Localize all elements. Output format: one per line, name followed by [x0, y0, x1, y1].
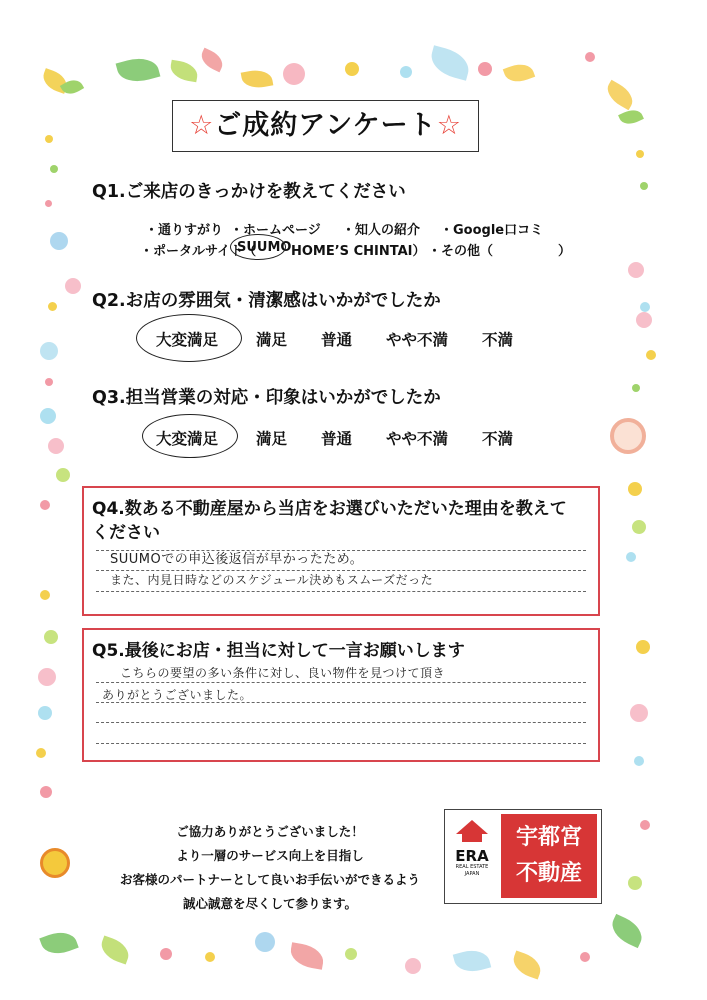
q1-option-google-review: ・Google口コミ [440, 223, 544, 238]
dot-decoration [646, 350, 656, 360]
leaf-decoration [427, 45, 472, 80]
q4-question-line1: Q4.数ある不動産屋から当店をお選びいただいた理由を教えて [92, 499, 567, 519]
house-icon [454, 818, 490, 844]
q4-answer-line1: SUUMOでの申込後返信が早かったため。 [110, 552, 364, 567]
dot-decoration [628, 876, 642, 890]
star-icon: ☆ [189, 110, 215, 141]
q3-question: Q3.担当営業の対応・印象はいかがでしたか [92, 388, 441, 408]
answer-line [96, 591, 586, 592]
flower-decoration [40, 342, 58, 360]
dot-decoration [345, 62, 359, 76]
flower-decoration [630, 704, 648, 722]
dot-decoration [585, 52, 595, 62]
flower-decoration [48, 438, 64, 454]
leaf-decoration [509, 950, 544, 979]
leaf-decoration [607, 914, 647, 948]
dot-decoration [40, 786, 52, 798]
flower-decoration [628, 262, 644, 278]
q2-question: Q2.お店の雰囲気・清潔感はいかがでしたか [92, 291, 441, 311]
dot-decoration [40, 500, 50, 510]
company-name [501, 814, 597, 898]
era-logo [451, 818, 493, 894]
leaf-decoration [241, 68, 274, 91]
title-text: ご成約アンケート [214, 110, 437, 141]
dot-decoration [400, 66, 412, 78]
dot-decoration [640, 182, 648, 190]
flower-decoration [65, 278, 81, 294]
leaf-decoration [453, 946, 492, 976]
dot-decoration [640, 302, 650, 312]
dot-decoration [56, 468, 70, 482]
q2-option-satisfied: 満足 [256, 331, 288, 349]
leaf-decoration [39, 927, 78, 959]
flower-decoration [255, 932, 275, 952]
q3-option-slightly-dissatisfied: やや不満 [386, 430, 449, 448]
q2-option-slightly-dissatisfied: やや不満 [386, 331, 449, 349]
q4-answer-line2: また、内見日時などのスケジュール決めもスムーズだった [110, 573, 434, 587]
dot-decoration [628, 482, 642, 496]
flower-decoration [283, 63, 305, 85]
thanks-line: 誠心誠意を尽くして参ります。 [182, 896, 357, 911]
thanks-message [65, 820, 475, 916]
q1-option-referral: ・知人の紹介 [342, 223, 421, 238]
era-sub2: JAPAN [464, 871, 480, 877]
q1-option-other: ・その他（ ） [428, 244, 572, 259]
dot-decoration [640, 820, 650, 830]
q1-option-homepage: ・ホームページ [230, 223, 321, 238]
dot-decoration [636, 150, 644, 158]
flower-decoration [50, 232, 68, 250]
dot-decoration [632, 520, 646, 534]
dot-decoration [580, 952, 590, 962]
dot-decoration [632, 384, 640, 392]
answer-line [96, 722, 586, 723]
q5-question: Q5.最後にお店・担当に対して一言お願いします [92, 641, 465, 661]
q1-option-portal-site: ・ポータルサイト（ [140, 244, 257, 259]
thanks-line: より一層のサービス向上を目指し [176, 848, 364, 863]
answer-line [96, 743, 586, 744]
dot-decoration [345, 948, 357, 960]
dot-decoration [45, 200, 52, 207]
survey-title [172, 100, 479, 152]
dot-decoration [636, 640, 650, 654]
leaf-decoration [116, 53, 161, 87]
q5-answer-line2: ありがとうございました。 [102, 688, 253, 702]
dot-decoration [50, 165, 58, 173]
leaf-decoration [503, 60, 535, 86]
dot-decoration [40, 408, 56, 424]
q1-portal-suumo: SUUMO [237, 240, 292, 255]
q2-option-neutral: 普通 [321, 331, 353, 349]
era-brand: ERA [455, 847, 489, 865]
q3-option-satisfied: 満足 [256, 430, 288, 448]
era-sub1: REAL ESTATE [455, 864, 489, 870]
company-name-line1: 宇都宮 [515, 825, 582, 850]
flower-decoration [38, 668, 56, 686]
q3-option-dissatisfied: 不満 [482, 430, 514, 448]
q3-option-neutral: 普通 [321, 430, 353, 448]
leaf-decoration [169, 60, 200, 83]
q2-option-very-satisfied: 大変満足 [156, 331, 219, 349]
dot-decoration [205, 952, 215, 962]
dot-decoration [40, 590, 50, 600]
thanks-line: ご協力ありがとうございました！ [176, 824, 364, 839]
dot-decoration [634, 756, 644, 766]
dot-decoration [45, 135, 53, 143]
company-name-line2: 不動産 [515, 861, 582, 886]
dot-decoration [626, 552, 636, 562]
star-icon: ☆ [436, 110, 462, 141]
leaf-decoration [198, 48, 227, 73]
flower-decoration [405, 958, 421, 974]
q5-box [82, 628, 600, 762]
q3-option-very-satisfied: 大変満足 [156, 430, 219, 448]
q5-answer-line1: こちらの要望の多い条件に対し、良い物件を見つけて頂き [120, 666, 446, 680]
company-logo [444, 809, 602, 904]
dot-decoration [48, 302, 57, 311]
dot-decoration [36, 748, 46, 758]
selection-circle [230, 234, 286, 260]
dot-decoration [160, 948, 172, 960]
flower-decoration [636, 312, 652, 328]
q4-box [82, 486, 600, 616]
dot-decoration [38, 706, 52, 720]
flower-decoration [610, 418, 646, 454]
thanks-line: お客様のパートナーとして良いお手伝いができるよう [119, 872, 420, 887]
leaf-decoration [288, 942, 325, 970]
leaf-decoration [97, 935, 132, 964]
dot-decoration [45, 378, 53, 386]
q1-option-passing-by: ・通りすがり [145, 223, 224, 238]
q4-question-line2: ください [92, 523, 160, 543]
answer-line [96, 682, 586, 683]
q2-option-dissatisfied: 不満 [482, 331, 514, 349]
q1-portal-others: HOME’S CHINTAI） [291, 244, 426, 259]
leaf-decoration [618, 106, 644, 128]
leaf-decoration [603, 80, 638, 111]
dot-decoration [478, 62, 492, 76]
q1-question: Q1.ご来店のきっかけを教えてください [92, 182, 406, 202]
dot-decoration [44, 630, 58, 644]
